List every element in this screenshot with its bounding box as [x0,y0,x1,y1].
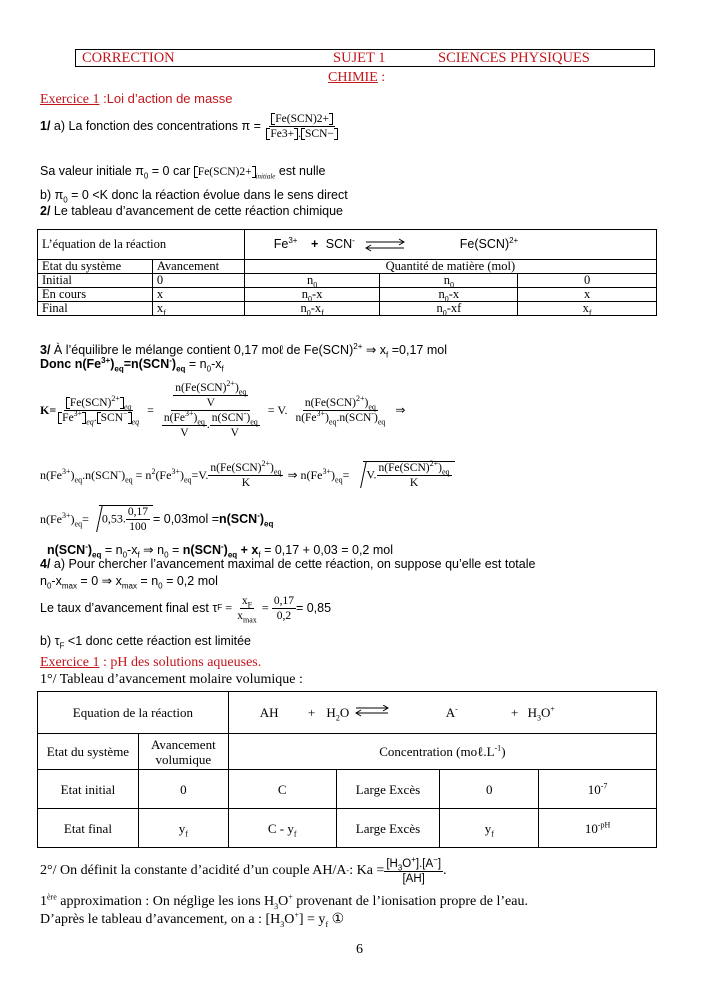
equilibrium-arrows-icon [354,705,390,719]
t2-eq-label: Equation de la réaction [38,692,229,734]
ex1-title: Exercice 1 :Loi d’action de masse [40,91,233,107]
header-matiere: SCIENCES PHYSIQUES [438,50,590,66]
q4-line1: 4/ a) Pour chercher l’avancement maximal de cette réaction, on suppose qu’elle est totale [40,557,536,571]
q3-line6: $n(Fe^{3+})_{eq}=$ 0,53. $\frac{0,17}{100}$ = 0,03mol = n(SCN $^-)_{eq}$ [40,506,274,533]
ex1-b: b) $\pi_0 = 0 <K$ donc la réaction évolue dans le sens direct [40,188,348,205]
q4-line2: $n_0-x_{max} = 0$ ⇒ $x_{max} = n_0 = 0,2$ mol [40,574,218,591]
ex2-l1: 1°/ Tableau d’avancement molaire volumique : [40,672,303,687]
header-banner [75,49,655,67]
table-row: Etat final $y_f$ C - $y_f$ Large Excès $y_f$ $10^{-pH}$ [38,809,657,848]
ex2-title: Exercice 1 : pH des solutions aqueuses. [40,655,262,670]
q3-line1: 3/ À l’équilibre le mélange contient 0,17 moℓ de Fe(SCN)$^{2+}$ ⇒ $x_f =0,17$ mol [40,341,447,360]
t1-h-av: Avancement [152,260,244,274]
q3-line5: $n(Fe^{3+})_{eq}.n(SCN^-)_{eq} = n^2(Fe^{3+})_{eq}=V$. $\frac{n(Fe(SCN)^{2+})_{eq}}{K}$ ⇒ $n(Fe^{3+})_{eq}=$ V. $\frac{n(Fe(SCN)^{2+})_{eq}}{K}$ [40,457,455,493]
table-row: Etat initial 0 C Large Excès 0 $10^{-7}$ [38,770,657,809]
table-row: En cours x $n_0-x$ $n_0-x$ x [38,288,657,302]
header-sujet: SUJET 1 [333,50,386,66]
q3-line2: Donc $n(Fe^{3+})_{eq}=n(SCN^-)_{eq} = n_0-x_f$ [40,355,224,374]
q3-line7: $n(SCN^-)_{eq} = n_0-x_f$ ⇒ $n_0 = n(SCN^-)_{eq} + x_f = 0,17 + 0,03 = 0,2$ mol [47,541,393,560]
page-number: 6 [356,942,363,957]
header-correction: CORRECTION [82,50,175,66]
part2-l1: 2°/ On définit la constante d’acidité d’un couple AH/A - : Ka = $\frac{[H_3O^+].[A^-]}{[AH]}$ . [40,854,447,885]
t1-h-qty: Quantité de matière (mol) [244,260,656,274]
part2-l2: 1ère approximation : On néglige les ions $H_3O^+$ provenant de l’ionisation propre de l’eau. [40,892,528,911]
pi-fraction: $\frac{\text{Fe(SCN)2+}}{\text{Fe3+ . SCN−}}$ [264,113,339,140]
sqrt-symbol: V. $\frac{n(Fe(SCN)^{2+})_{eq}}{K}$ [363,461,454,489]
advancement-table-1 [37,229,657,316]
ex1-q1: 1/ a) La fonction des concentrations π = $\frac{\text{Fe(SCN)2+}}{\text{Fe3+ . SCN−}}$ [40,113,340,140]
ex1-init: Sa valeur initiale $\pi_0 = 0$ car Fe(SCN)2+ $_{initiale}$ est nulle [40,164,326,181]
k-expression: K= $\frac{Fe(SCN)^{2+}_{eq}}{Fe^{3+}_{eq}. SCN^-_{eq}}$ = $\frac{n(Fe(SCN)^{2+})_{eq}}{V}$ $\frac{n(Fe^{3+})_{eq}}{V}$ . $\frac{n(SCN^-)_{eq}}{V}$ = V. $\frac{n(Fe(SCN)^{2+})_{eq}}{n(Fe^{3+})_{eq}.n(SCN^-)_{eq}}$ ⇒ [40,378,406,439]
equilibrium-arrows-icon [364,238,406,252]
t1-equation: $Fe^{3+} + SCN^-$ Fe(SCN)$^{2+}$ [244,230,656,260]
section-chimie: CHIMIE : [328,70,386,85]
ex1-q2: 2/ Le tableau d’avancement de cette réaction chimique [40,204,343,218]
table-row: Initial 0 $n_0$ $n_0$ 0 [38,274,657,288]
part2-l3: D’après le tableau d’avancement, on a : $[H_3O^+] = y_f$ ① [40,910,345,929]
t1-eq-label: L’équation de la réaction [38,230,245,260]
table-row: Final $x_f$ $n_0-x_f$ $n_0-xf$ $x_f$ [38,302,657,316]
t2-h-av: Avancement volumique [138,734,228,770]
t2-h-conc: Concentration $(mo\ell.L^{-1})$ [228,734,656,770]
t1-h-etat: Etat du système [38,260,153,274]
q4-b: b) $\tau_F <1$ donc cette réaction est limitée [40,634,251,651]
t2-h-etat: Etat du système [38,734,139,770]
t2-equation: AH + $H_2O$ $A^- + H_3O^+$ [228,692,656,734]
advancement-table-2 [37,691,657,848]
q4-taux: Le taux d’avancement final est τ F = $\frac{x_F}{x_{max}}$ = $\frac{0,17}{0,2}$ = 0,85 [40,594,332,624]
